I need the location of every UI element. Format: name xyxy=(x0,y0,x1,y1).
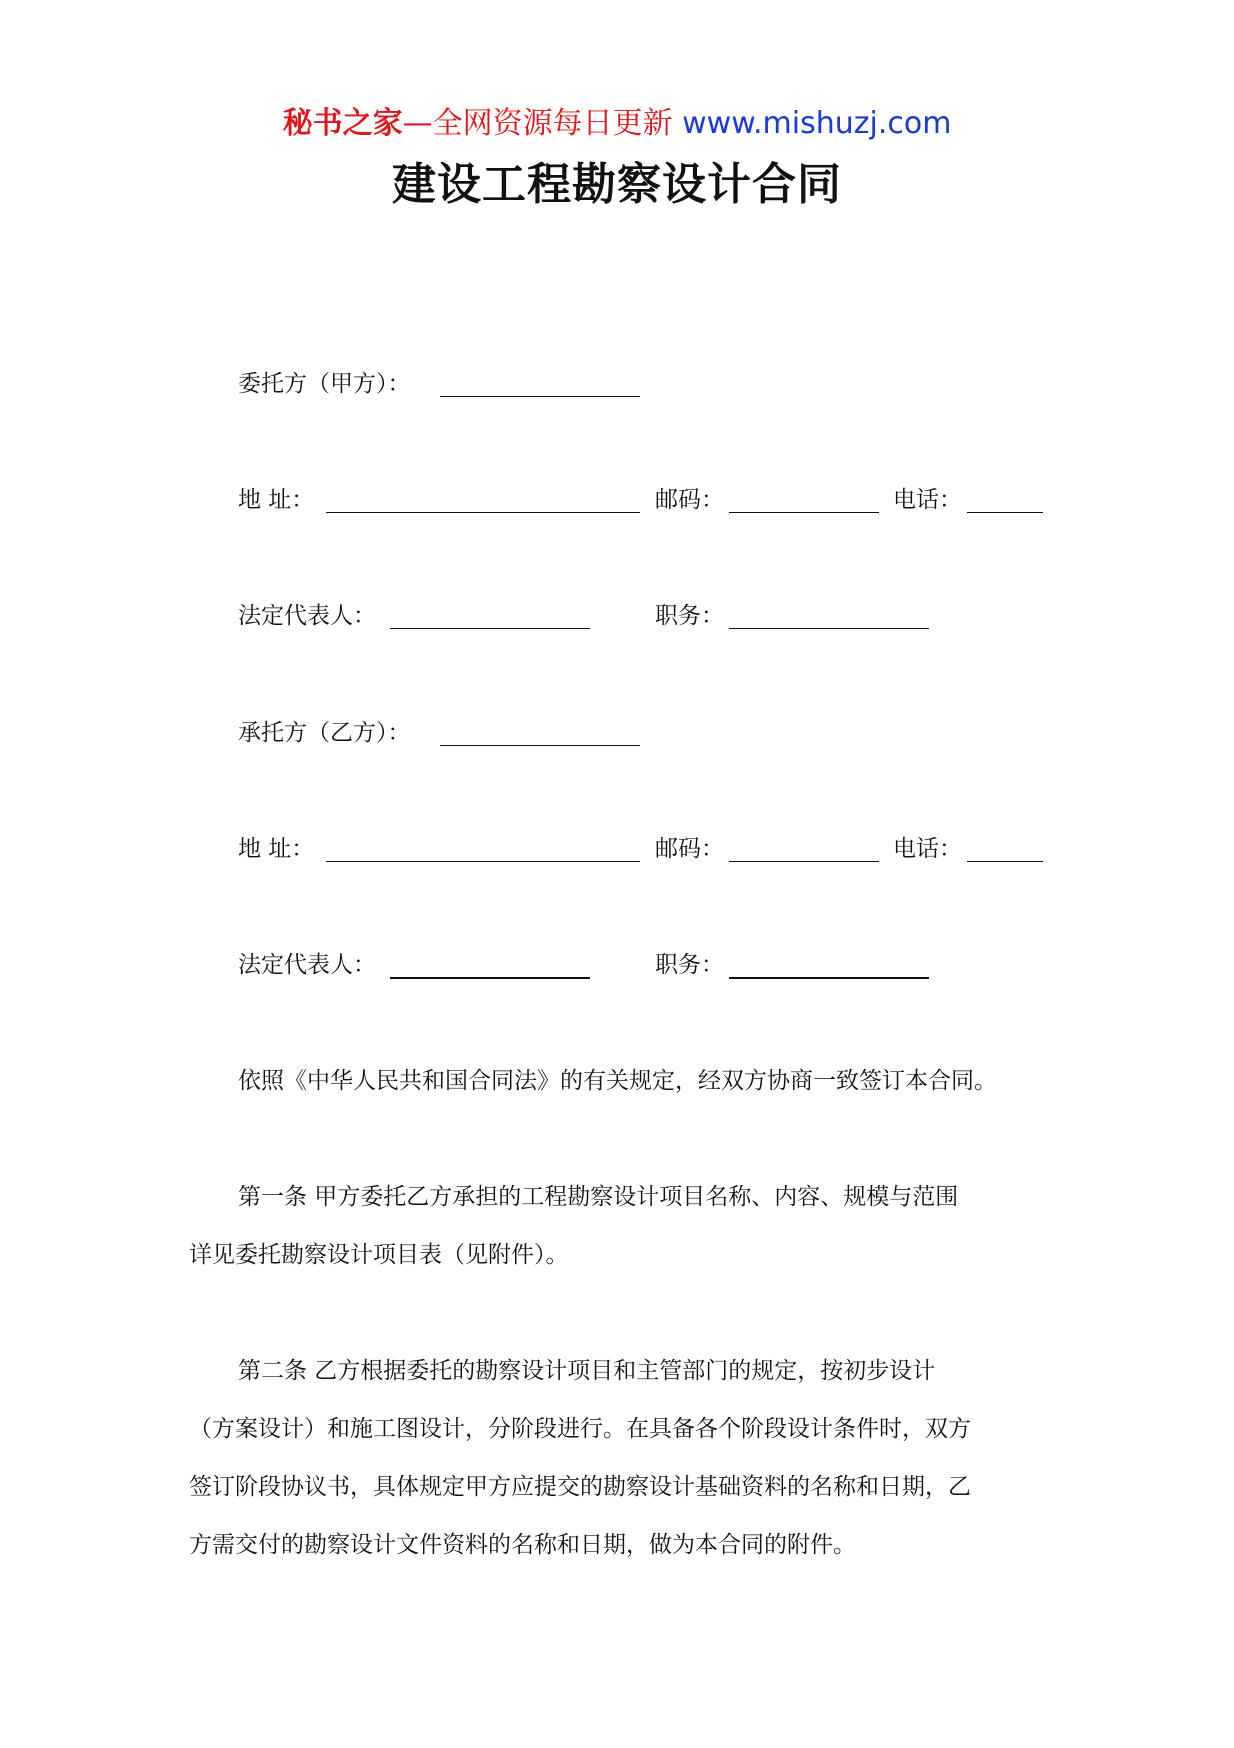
party-b-legal-rep-label: 法定代表人： xyxy=(238,952,376,978)
party-a-address-field[interactable] xyxy=(326,512,640,513)
party-a-legal-rep-label: 法定代表人： xyxy=(238,603,376,629)
party-b-legal-rep-field[interactable] xyxy=(390,977,590,979)
document-title: 建设工程勘察设计合同 xyxy=(392,159,842,210)
party-b-postcode-field[interactable] xyxy=(729,861,879,862)
party-a-postcode-label: 邮码： xyxy=(655,487,724,513)
party-b-position-label: 职务： xyxy=(655,952,724,978)
article-2-line-1: 第二条 乙方根据委托的勘察设计项目和主管部门的规定，按初步设计 xyxy=(238,1358,936,1384)
article-1-line-2: 详见委托勘察设计项目表（见附件）。 xyxy=(189,1242,569,1268)
party-b-address-label: 地 址： xyxy=(238,836,315,862)
party-b-position-field[interactable] xyxy=(729,977,929,979)
site-header xyxy=(0,104,1234,144)
party-b-label: 承托方（乙方）： xyxy=(238,720,411,746)
party-a-label: 委托方（甲方）： xyxy=(238,371,411,397)
article-2-line-4: 方需交付的勘察设计文件资料的名称和日期，做为本合同的附件。 xyxy=(189,1532,856,1558)
site-slogan: —全网资源每日更新 xyxy=(402,106,673,141)
brand-name: 秘书之家 xyxy=(282,106,403,141)
party-a-phone-label: 电话： xyxy=(893,487,962,513)
party-b-phone-label: 电话： xyxy=(893,836,962,862)
article-2-line-3: 签订阶段协议书，具体规定甲方应提交的勘察设计基础资料的名称和日期，乙 xyxy=(189,1474,971,1500)
article-2-line-2: （方案设计）和施工图设计，分阶段进行。在具备各个阶段设计条件时，双方 xyxy=(189,1416,971,1442)
party-b-phone-field[interactable] xyxy=(967,861,1043,862)
party-a-address-label: 地 址： xyxy=(238,487,315,513)
party-a-position-label: 职务： xyxy=(655,603,724,629)
party-b-name-field[interactable] xyxy=(440,745,640,746)
party-b-address-field[interactable] xyxy=(326,861,640,862)
party-a-postcode-field[interactable] xyxy=(729,512,879,513)
party-a-position-field[interactable] xyxy=(729,628,929,629)
party-a-phone-field[interactable] xyxy=(967,512,1043,513)
article-1-line-1: 第一条 甲方委托乙方承担的工程勘察设计项目名称、内容、规模与范围 xyxy=(238,1184,959,1210)
party-a-name-field[interactable] xyxy=(440,396,640,397)
party-a-legal-rep-field[interactable] xyxy=(390,628,590,629)
site-url-link[interactable]: www.mishuzj.com xyxy=(682,106,952,141)
party-b-postcode-label: 邮码： xyxy=(655,836,724,862)
preamble-paragraph: 依照《中华人民共和国合同法》的有关规定，经双方协商一致签订本合同。 xyxy=(238,1068,997,1094)
